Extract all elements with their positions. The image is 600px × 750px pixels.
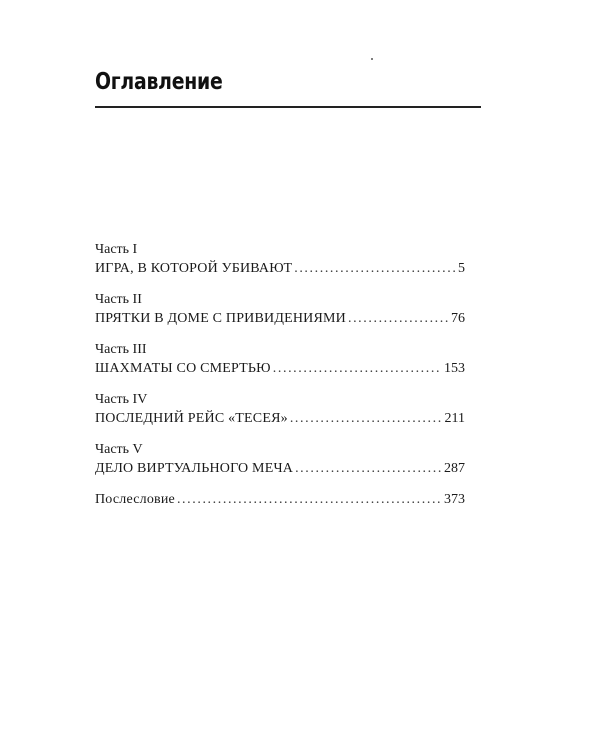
dot-leader: [294, 259, 456, 278]
toc-part-4: [95, 390, 465, 428]
toc-entry-title: Послесловие: [95, 492, 175, 507]
toc-entry: [95, 359, 465, 378]
toc-entry: [95, 459, 465, 478]
toc-entry-title: ИГРА, В КОТОРОЙ УБИВАЮТ: [95, 261, 293, 276]
toc-entry: [95, 259, 465, 278]
toc-entry-page: 287: [444, 461, 465, 476]
toc-entry-title: ШАХМАТЫ СО СМЕРТЬЮ: [95, 361, 271, 376]
toc-entry-page: 211: [444, 411, 465, 426]
toc-part-3: [95, 340, 465, 378]
toc-entry-title: ПРЯТКИ В ДОМЕ С ПРИВИДЕНИЯМИ: [95, 311, 346, 326]
dot-leader: [177, 490, 442, 509]
toc-entry-page: 76: [451, 311, 465, 326]
page-title: Оглавление: [95, 69, 223, 95]
toc-entry-page: 153: [444, 361, 465, 376]
toc-entry: [95, 409, 465, 428]
toc-part-label: Часть III: [95, 342, 147, 357]
toc-part-2: [95, 290, 465, 328]
table-of-contents: [95, 240, 465, 509]
toc-part-label: Часть V: [95, 442, 143, 457]
print-speck: [371, 58, 373, 60]
toc-part-label: Часть II: [95, 292, 142, 307]
dot-leader: [348, 309, 449, 328]
toc-part-label: Часть IV: [95, 392, 148, 407]
dot-leader: [273, 359, 442, 378]
dot-leader: [295, 459, 442, 478]
toc-part-label: Часть I: [95, 242, 138, 257]
toc-entry: [95, 309, 465, 328]
toc-part-5: [95, 440, 465, 478]
toc-entry-page: 5: [458, 261, 465, 276]
toc-entry-title: ДЕЛО ВИРТУАЛЬНОГО МЕЧА: [95, 461, 294, 476]
heading-rule: [95, 106, 481, 108]
toc-afterword: [95, 490, 465, 509]
dot-leader: [290, 409, 443, 428]
toc-entry-page: 373: [444, 492, 465, 507]
toc-entry-title: ПОСЛЕДНИЙ РЕЙС «ТЕСЕЯ»: [95, 411, 288, 426]
toc-part-1: [95, 240, 465, 278]
